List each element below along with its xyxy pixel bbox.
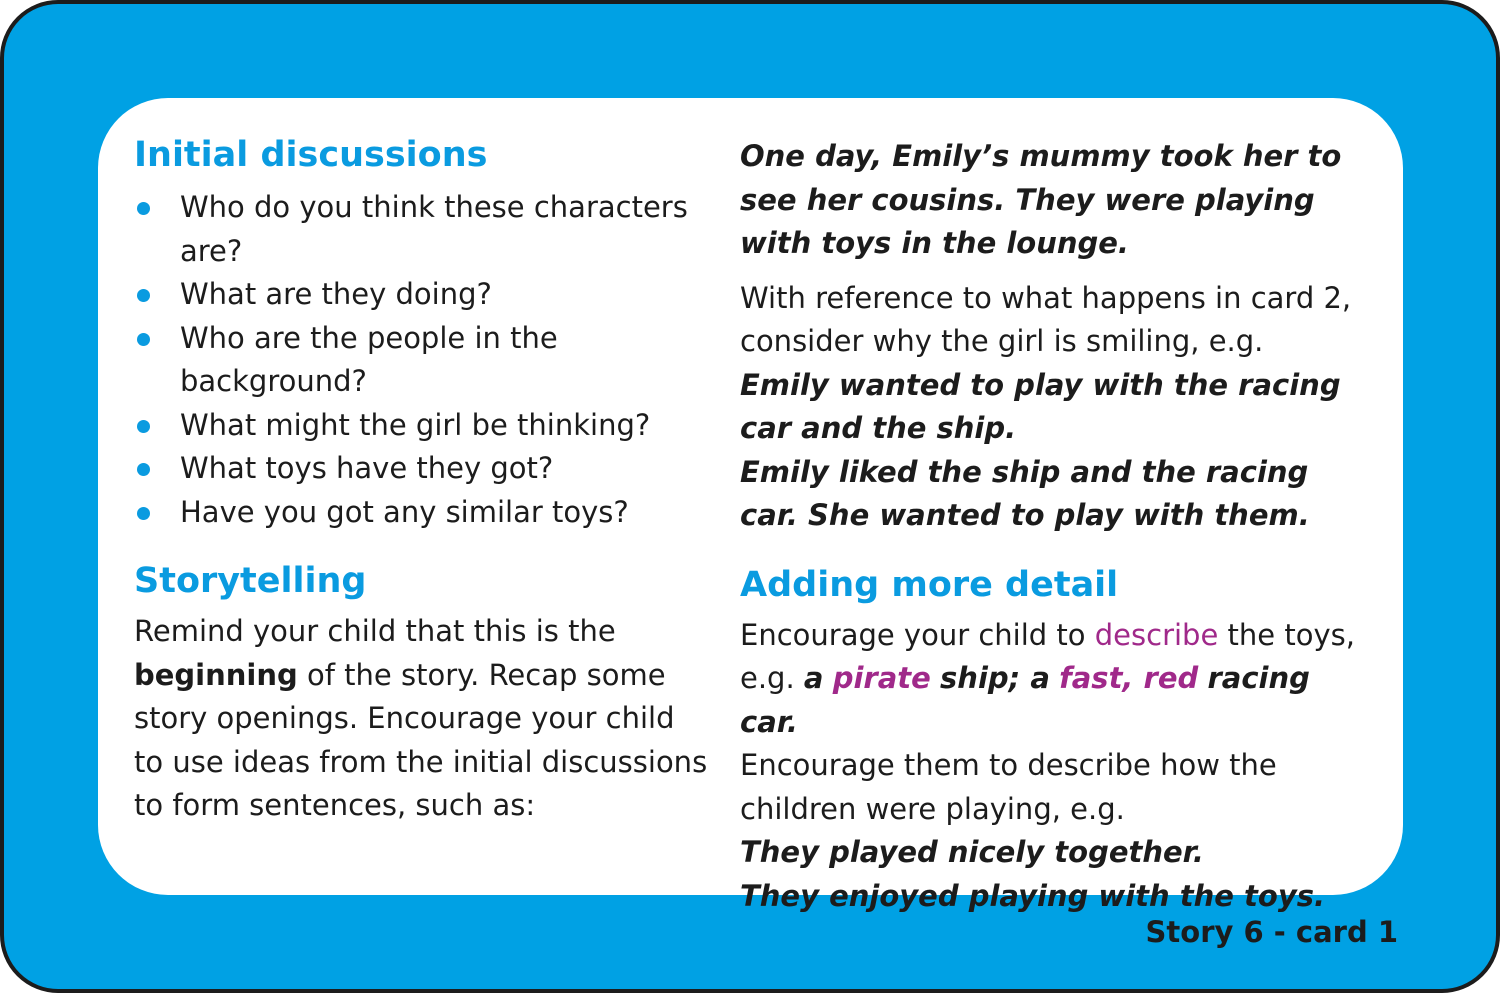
- question-text: What might the girl be thinking?: [180, 407, 651, 442]
- initial-discussions-heading: Initial discussions: [134, 135, 488, 175]
- bullet-icon: [137, 420, 150, 433]
- list-item: [134, 273, 709, 317]
- pirate-highlight: pirate: [832, 661, 931, 695]
- fast-red-highlight: fast, red: [1059, 661, 1199, 695]
- detail-encourage-start: Encourage your child to: [740, 617, 1086, 652]
- question-text: What are they doing?: [180, 277, 492, 311]
- bullet-icon: [137, 289, 150, 302]
- card-label: Story 6 - card 1: [1145, 915, 1398, 949]
- bullet-icon: [137, 333, 150, 346]
- detail-encourage-them: Encourage them to describe how the children were playing, e.g.: [740, 748, 1277, 826]
- example-ship: ship; a: [940, 661, 1050, 695]
- reference-text: With reference to what happens in card 2, consider why the girl is smiling, e.g.: [740, 280, 1352, 358]
- storytelling-rest: of the story. Recap some story openings. Encourage your child to use ideas from the initial discussions to form sentences, such as:: [134, 657, 708, 822]
- list-item: [134, 186, 709, 273]
- storytelling-intro: Remind your child that this is the: [134, 614, 616, 648]
- example-sentence: Emily wanted to play with the racing car and the ship.: [740, 367, 1341, 445]
- question-list: [134, 186, 709, 534]
- example-sentence: They played nicely together.: [740, 835, 1204, 869]
- question-text: What toys have they got?: [180, 451, 554, 485]
- example-a: a: [803, 661, 824, 695]
- describe-highlight: describe: [1094, 617, 1219, 652]
- left-column: [134, 130, 709, 828]
- question-text: Who are the people in the background?: [180, 320, 558, 398]
- beginning-emphasis: beginning: [134, 657, 298, 692]
- detail-encourage-end: the toys,: [1227, 617, 1355, 652]
- list-item: [134, 447, 709, 491]
- detail-paragraph: [740, 614, 1370, 919]
- bullet-icon: [137, 463, 150, 476]
- example-sentence: They enjoyed playing with the toys.: [740, 878, 1325, 913]
- question-text: Have you got any similar toys?: [180, 494, 629, 529]
- example-sentence: Emily liked the ship and the racing car. She wanted to play with them.: [740, 454, 1310, 532]
- example-racing-car: racing car.: [740, 661, 1310, 739]
- example-story-opening: One day, Emily’s mummy took her to see her cousins. They were playing with toys in the lounge.: [740, 139, 1342, 260]
- storytelling-paragraph: [134, 610, 709, 828]
- list-item: [134, 491, 709, 535]
- bullet-icon: [137, 202, 150, 215]
- reference-paragraph: [740, 277, 1370, 538]
- eg-label: e.g.: [740, 661, 795, 695]
- adding-detail-heading: Adding more detail: [740, 564, 1119, 605]
- list-item: [134, 404, 709, 448]
- list-item: [134, 317, 709, 404]
- right-column: [740, 135, 1370, 918]
- question-text: Who do you think these characters are?: [180, 190, 688, 268]
- storytelling-heading: Storytelling: [134, 561, 367, 601]
- bullet-icon: [137, 507, 150, 520]
